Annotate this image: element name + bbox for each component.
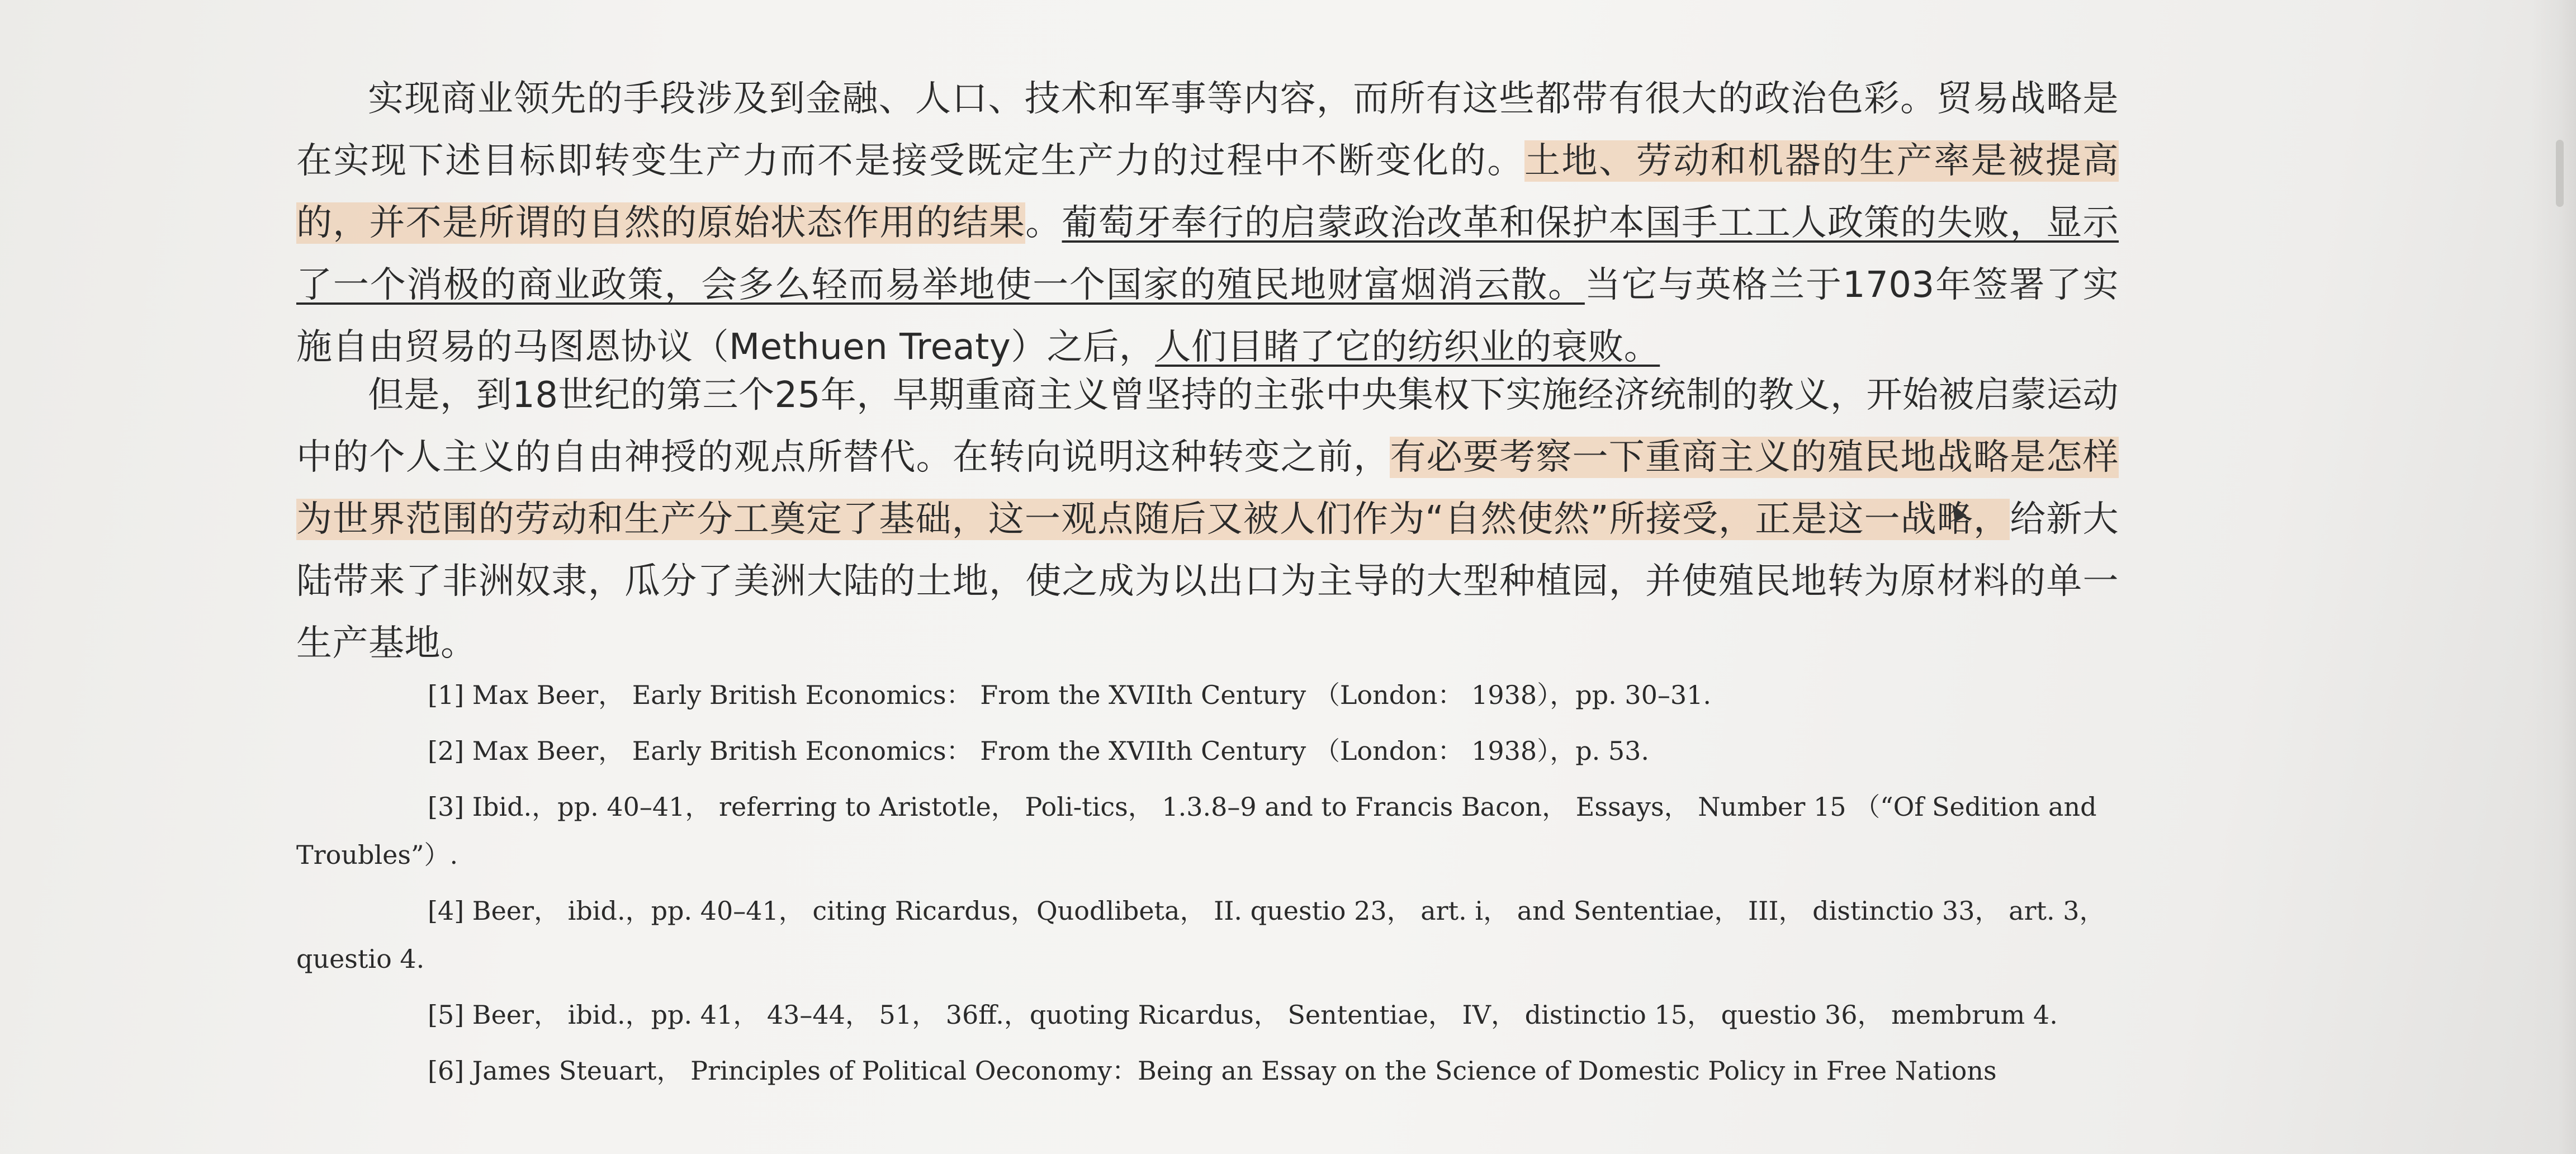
vertical-scrollbar[interactable] <box>2531 0 2576 1154</box>
paragraph-1 <box>296 68 2119 379</box>
paragraph-2-text: 但是，到18世纪的第三个25年，早期重商主义曾坚持的主张中央集权下实施经济统制的教义，开始被启蒙运动中的个人主义的自由神授的观点所替代。在转向说明这种转变之前， <box>296 375 2119 478</box>
underlined-text[interactable]: 人们目睹了它的纺织业的衰败。 <box>1155 327 1660 368</box>
paragraph-2-text: 给新大陆带来了非洲奴隶，瓜分了美洲大陆的土地，使之成为以出口为主导的大型种植园，并使殖民地转为原材料的单一生产基地。 <box>296 499 2119 664</box>
footnote-3: [3] Ibid.，pp. 40–41， referring to Aristotle， Poli-tics， 1.3.8–9 and to Francis Bacon， Essays， Number 15 （“Of Sedition and Troubles”）. <box>296 792 2097 870</box>
document-page <box>296 0 2141 1154</box>
footnote-1: [1] Max Beer， Early British Economics： From the XVIIth Century （London： 1938），pp. 30–31. <box>428 680 1712 710</box>
footnote-4: [4] Beer， ibid.，pp. 40–41， citing Ricardus，Quodlibeta， II. questio 23， art. i， and Sententiae， III， distinctio 33， art. 3， questio 4. <box>296 896 2105 974</box>
scrollbar-thumb[interactable] <box>2556 140 2564 207</box>
underlined-text[interactable]: 葡萄牙奉行的启蒙政治改革和保护本国手工工人政策的失败，显示了一个消极的商业政策，会多么轻而易举地使一个国家的殖民地财富烟消云散。 <box>296 202 2119 306</box>
paragraph-2 <box>296 365 2119 675</box>
footnote-6: [6] James Steuart， Principles of Political Oeconomy：Being an Essay on the Science of Domestic Policy in Free Nations <box>428 1056 1997 1086</box>
paragraph-1-text: 。 <box>1025 202 1062 244</box>
highlighted-text[interactable]: 有必要考察一下重商主义的殖民地战略是怎样为世界范围的劳动和生产分工奠定了基础，这一观点随后又被人们作为“自然使然”所接受，正是这一战略， <box>296 437 2119 540</box>
footnote-2: [2] Max Beer， Early British Economics： From the XVIIth Century （London： 1938），p. 53. <box>428 736 1650 766</box>
footnotes-list <box>296 671 2141 1103</box>
paragraph-1-text: 实现商业领先的手段涉及到金融、人口、技术和军事等内容，而所有这些都带有很大的政治色彩。贸易战略是在实现下述目标即转变生产力而不是接受既定生产力的过程中不断变化的。 <box>296 78 2119 182</box>
footnote-5: [5] Beer， ibid.，pp. 41， 43–44， 51， 36ff.，quoting Ricardus， Sententiae， IV， distinctio 15， questio 36， membrum 4. <box>428 1000 2058 1030</box>
paragraph-1-text: 当它与英格兰于1703年签署了实施自由贸易的马图恩协议（Methuen Treaty）之后， <box>296 264 2119 368</box>
highlighted-text[interactable]: 土地、劳动和机器的生产率是被提高的，并不是所谓的自然的原始状态作用的结果 <box>296 140 2119 244</box>
